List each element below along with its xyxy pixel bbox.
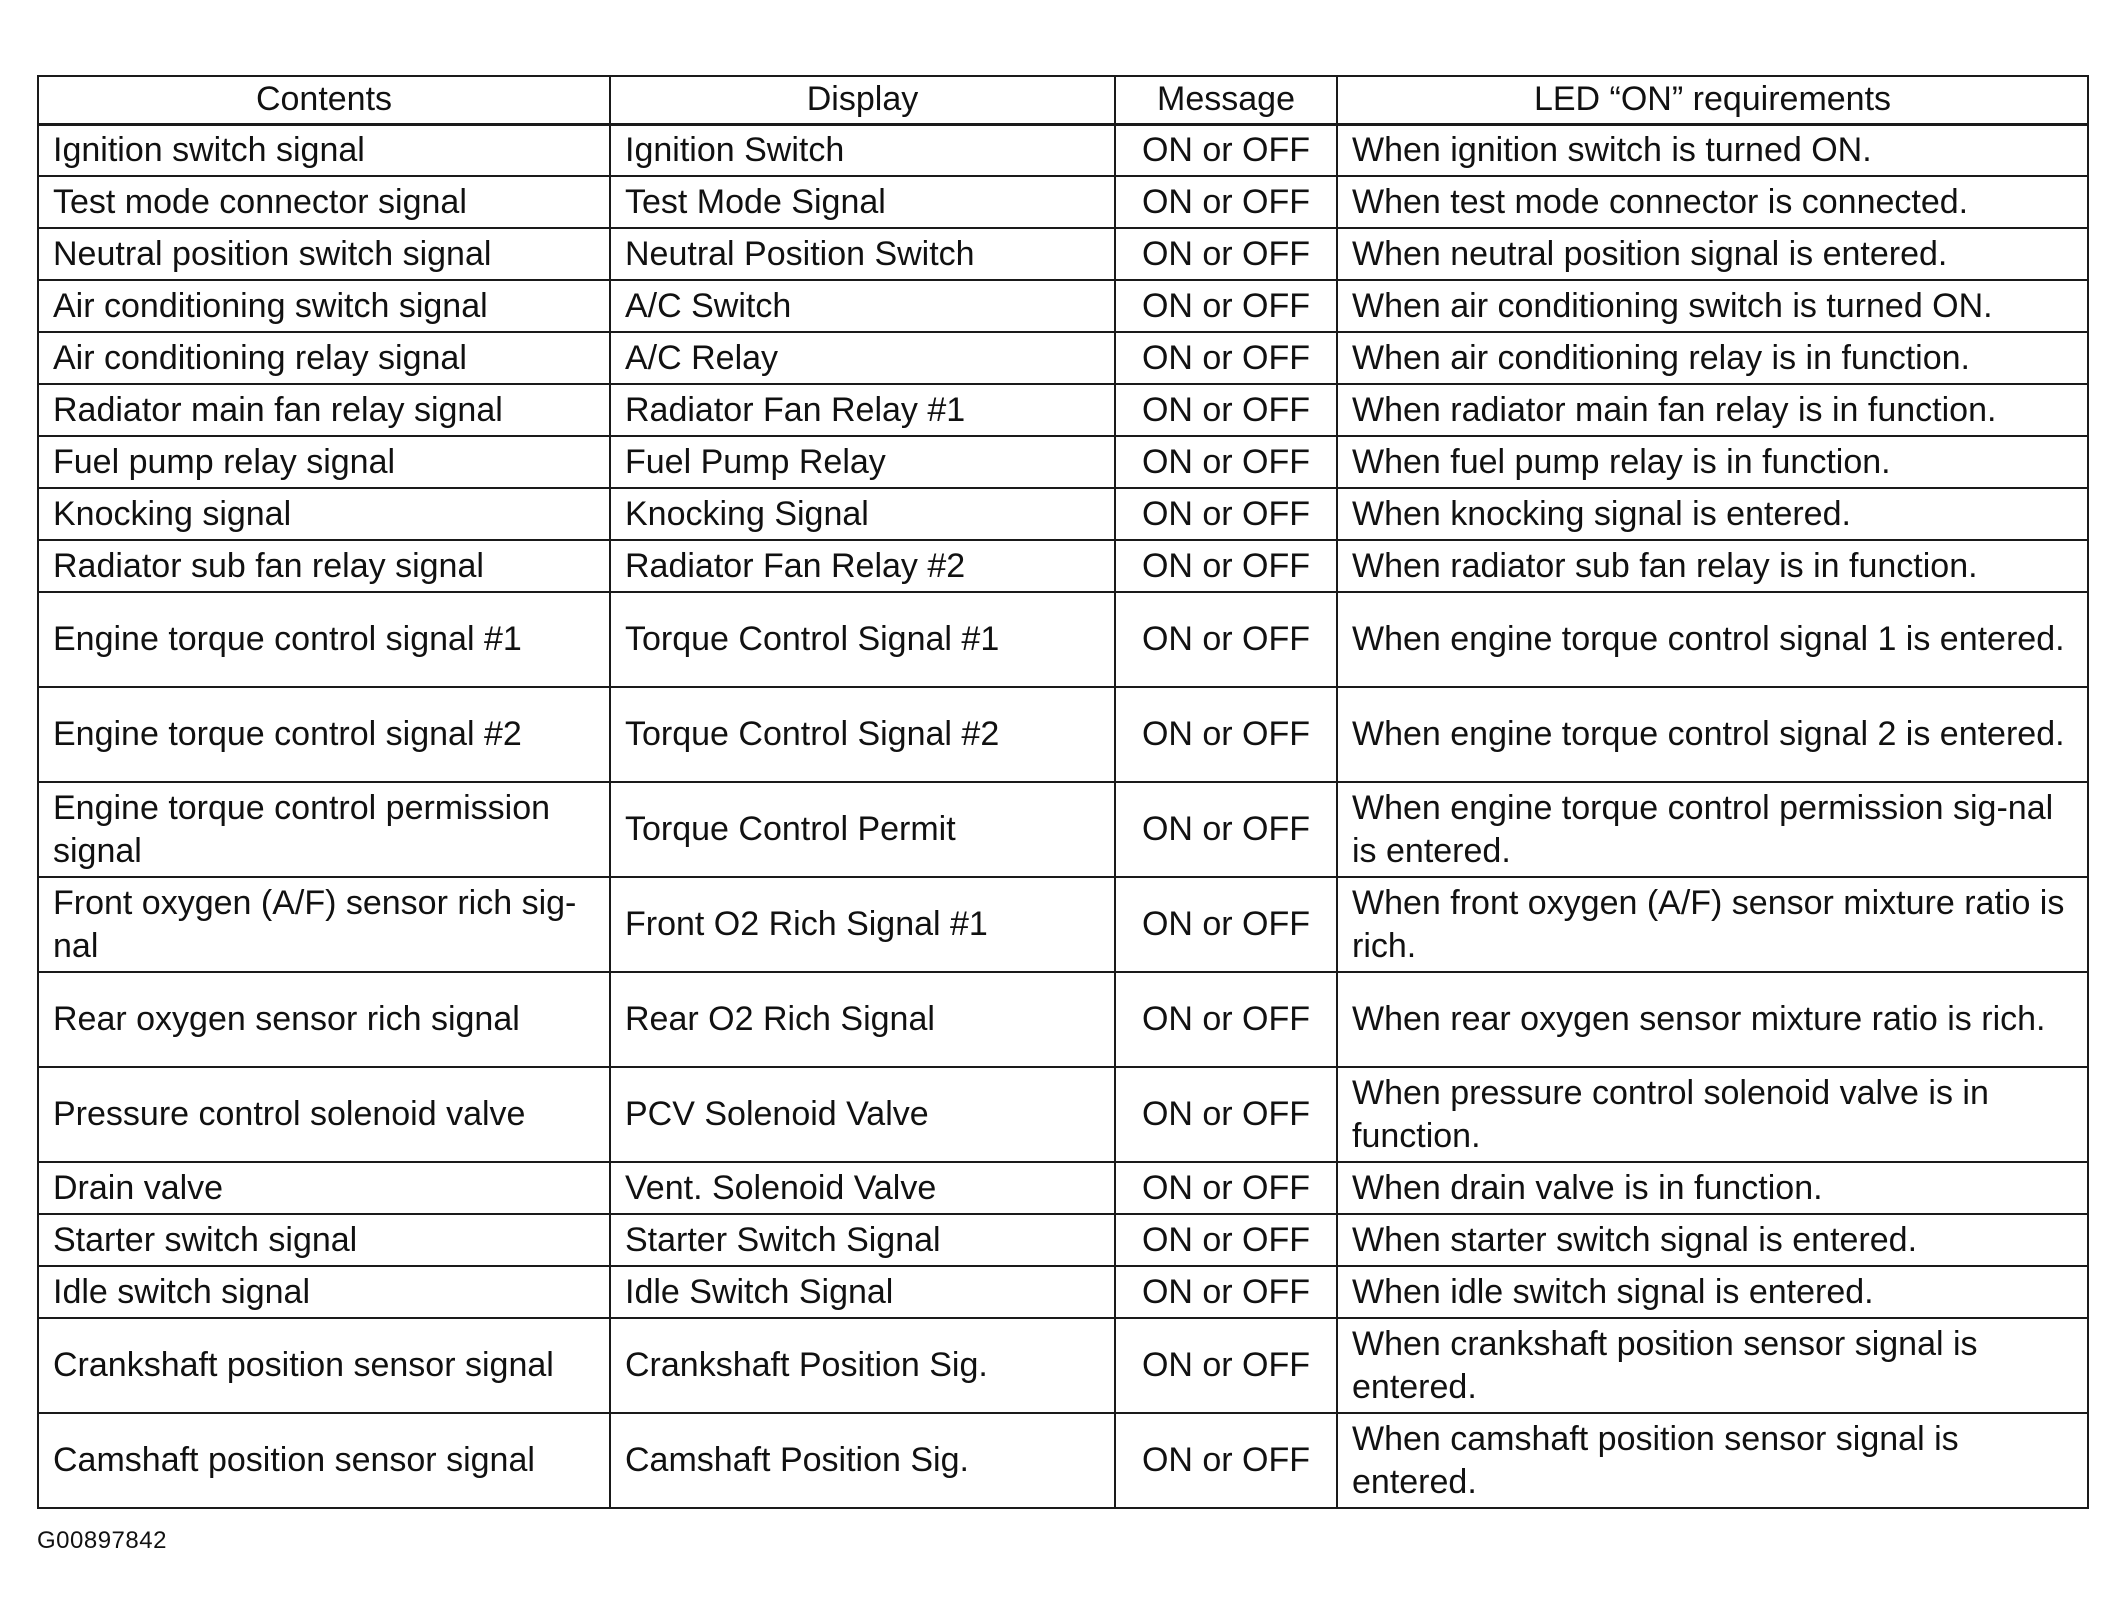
table-row [38, 488, 2088, 540]
table-row [38, 540, 2088, 592]
table-row [38, 592, 2088, 687]
cell-led-requirement: When pressure control solenoid valve is in function. [1337, 1067, 2088, 1162]
cell-led-requirement: When fuel pump relay is in function. [1337, 436, 2088, 488]
cell-message: ON or OFF [1115, 1067, 1337, 1162]
cell-led-requirement: When neutral position signal is entered. [1337, 228, 2088, 280]
cell-message: ON or OFF [1115, 1318, 1337, 1413]
cell-message: ON or OFF [1115, 592, 1337, 687]
cell-led-requirement: When air conditioning switch is turned ON. [1337, 280, 2088, 332]
cell-message: ON or OFF [1115, 176, 1337, 228]
cell-message: ON or OFF [1115, 1214, 1337, 1266]
cell-led-requirement: When radiator sub fan relay is in function. [1337, 540, 2088, 592]
cell-contents: Knocking signal [38, 488, 610, 540]
header-led-requirements: LED “ON” requirements [1337, 76, 2088, 124]
cell-display: Fuel Pump Relay [610, 436, 1115, 488]
cell-display: Neutral Position Switch [610, 228, 1115, 280]
cell-display: Front O2 Rich Signal #1 [610, 877, 1115, 972]
cell-led-requirement: When drain valve is in function. [1337, 1162, 2088, 1214]
figure-id-label: G00897842 [37, 1527, 167, 1554]
cell-display: Rear O2 Rich Signal [610, 972, 1115, 1067]
cell-contents: Radiator sub fan relay signal [38, 540, 610, 592]
cell-contents: Neutral position switch signal [38, 228, 610, 280]
table-row [38, 877, 2088, 972]
cell-contents: Camshaft position sensor signal [38, 1413, 610, 1508]
cell-message: ON or OFF [1115, 280, 1337, 332]
cell-message: ON or OFF [1115, 332, 1337, 384]
cell-display: Crankshaft Position Sig. [610, 1318, 1115, 1413]
cell-led-requirement: When crankshaft position sensor signal is entered. [1337, 1318, 2088, 1413]
table-row [38, 782, 2088, 877]
table-row [38, 1214, 2088, 1266]
cell-message: ON or OFF [1115, 1162, 1337, 1214]
cell-message: ON or OFF [1115, 124, 1337, 176]
cell-led-requirement: When idle switch signal is entered. [1337, 1266, 2088, 1318]
table-row [38, 384, 2088, 436]
cell-display: Starter Switch Signal [610, 1214, 1115, 1266]
table-row [38, 228, 2088, 280]
cell-contents: Air conditioning relay signal [38, 332, 610, 384]
cell-display: A/C Switch [610, 280, 1115, 332]
cell-display: Camshaft Position Sig. [610, 1413, 1115, 1508]
cell-message: ON or OFF [1115, 1266, 1337, 1318]
cell-contents: Rear oxygen sensor rich signal [38, 972, 610, 1067]
header-display: Display [610, 76, 1115, 124]
table-row [38, 436, 2088, 488]
table-row [38, 687, 2088, 782]
cell-contents: Test mode connector signal [38, 176, 610, 228]
cell-display: Knocking Signal [610, 488, 1115, 540]
cell-contents: Engine torque control signal #2 [38, 687, 610, 782]
cell-display: Vent. Solenoid Valve [610, 1162, 1115, 1214]
cell-display: Test Mode Signal [610, 176, 1115, 228]
cell-led-requirement: When camshaft position sensor signal is entered. [1337, 1413, 2088, 1508]
cell-display: Idle Switch Signal [610, 1266, 1115, 1318]
cell-message: ON or OFF [1115, 488, 1337, 540]
table-row [38, 1318, 2088, 1413]
cell-message: ON or OFF [1115, 228, 1337, 280]
cell-message: ON or OFF [1115, 687, 1337, 782]
cell-message: ON or OFF [1115, 972, 1337, 1067]
table-row [38, 1266, 2088, 1318]
cell-display: Radiator Fan Relay #1 [610, 384, 1115, 436]
cell-led-requirement: When air conditioning relay is in function. [1337, 332, 2088, 384]
cell-led-requirement: When engine torque control signal 2 is entered. [1337, 687, 2088, 782]
cell-display: Ignition Switch [610, 124, 1115, 176]
cell-contents: Starter switch signal [38, 1214, 610, 1266]
cell-contents: Engine torque control permission signal [38, 782, 610, 877]
cell-contents: Crankshaft position sensor signal [38, 1318, 610, 1413]
cell-contents: Front oxygen (A/F) sensor rich sig-nal [38, 877, 610, 972]
cell-led-requirement: When engine torque control permission sig-nal is entered. [1337, 782, 2088, 877]
table-row [38, 280, 2088, 332]
cell-led-requirement: When ignition switch is turned ON. [1337, 124, 2088, 176]
cell-led-requirement: When starter switch signal is entered. [1337, 1214, 2088, 1266]
cell-display: A/C Relay [610, 332, 1115, 384]
cell-display: Torque Control Signal #2 [610, 687, 1115, 782]
table-row [38, 176, 2088, 228]
table-row [38, 1067, 2088, 1162]
cell-message: ON or OFF [1115, 782, 1337, 877]
table-header-row [38, 76, 2088, 124]
cell-contents: Radiator main fan relay signal [38, 384, 610, 436]
led-requirements-table-container [37, 75, 2087, 1509]
cell-message: ON or OFF [1115, 877, 1337, 972]
cell-led-requirement: When knocking signal is entered. [1337, 488, 2088, 540]
cell-display: Radiator Fan Relay #2 [610, 540, 1115, 592]
table-row [38, 1162, 2088, 1214]
cell-contents: Engine torque control signal #1 [38, 592, 610, 687]
header-contents: Contents [38, 76, 610, 124]
cell-contents: Ignition switch signal [38, 124, 610, 176]
cell-led-requirement: When test mode connector is connected. [1337, 176, 2088, 228]
cell-display: Torque Control Signal #1 [610, 592, 1115, 687]
table-row [38, 972, 2088, 1067]
header-message: Message [1115, 76, 1337, 124]
cell-led-requirement: When front oxygen (A/F) sensor mixture ratio is rich. [1337, 877, 2088, 972]
cell-contents: Fuel pump relay signal [38, 436, 610, 488]
cell-led-requirement: When rear oxygen sensor mixture ratio is rich. [1337, 972, 2088, 1067]
table-row [38, 1413, 2088, 1508]
cell-message: ON or OFF [1115, 1413, 1337, 1508]
cell-message: ON or OFF [1115, 384, 1337, 436]
table-row [38, 332, 2088, 384]
cell-led-requirement: When engine torque control signal 1 is entered. [1337, 592, 2088, 687]
cell-contents: Idle switch signal [38, 1266, 610, 1318]
led-requirements-table [37, 75, 2089, 1509]
cell-led-requirement: When radiator main fan relay is in function. [1337, 384, 2088, 436]
cell-contents: Drain valve [38, 1162, 610, 1214]
table-row [38, 124, 2088, 176]
cell-contents: Pressure control solenoid valve [38, 1067, 610, 1162]
cell-message: ON or OFF [1115, 436, 1337, 488]
cell-contents: Air conditioning switch signal [38, 280, 610, 332]
cell-display: PCV Solenoid Valve [610, 1067, 1115, 1162]
cell-display: Torque Control Permit [610, 782, 1115, 877]
cell-message: ON or OFF [1115, 540, 1337, 592]
